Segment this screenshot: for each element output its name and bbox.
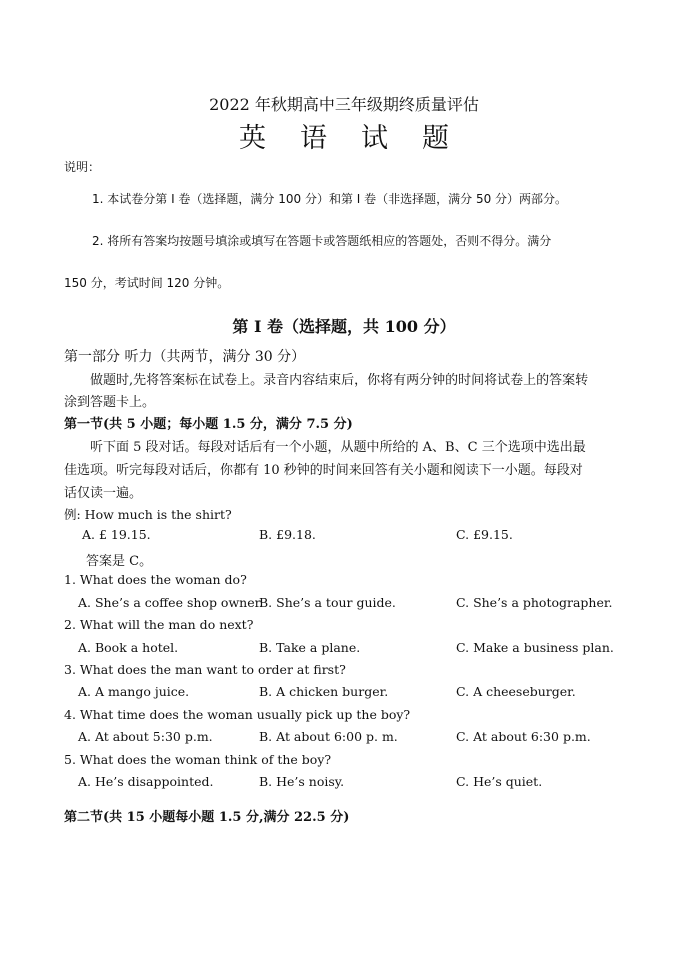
question-3-option-a: A. A mango juice. <box>78 684 190 699</box>
part-1-title: 第一部分 听力（共两节，满分 30 分） <box>64 349 306 365</box>
question-4: 4. What time does the woman usually pick up the boy? <box>64 707 411 722</box>
question-1-option-b: B. She’s a tour guide. <box>259 595 396 610</box>
question-3: 3. What does the man want to order at first? <box>64 662 346 677</box>
instructions-item-2-line-2: 150 分，考试时间 120 分钟。 <box>64 276 230 290</box>
question-1-option-a: A. She’s a coffee shop owner. <box>78 595 264 610</box>
part-1-intro-line-2: 涂到答题卡上。 <box>64 395 156 410</box>
section-1-directions-line-1: 听下面 5 段对话。每段对话后有一个小题，从题中所给的 A、B、C 三个选项中选出最 <box>90 440 586 455</box>
question-5-option-c: C. He’s quiet. <box>456 774 543 789</box>
example-option-a: A. £ 19.15. <box>82 527 151 542</box>
question-2-option-a: A. Book a hotel. <box>78 640 179 655</box>
question-2-option-c: C. Make a business plan. <box>456 640 614 655</box>
example-question: 例: How much is the shirt? <box>64 507 232 522</box>
question-3-option-b: B. A chicken burger. <box>259 684 389 699</box>
instructions-label: 说明： <box>64 160 101 174</box>
instructions-item-2-line-1: 2. 将所有答案均按题号填涂或填写在答题卡或答题纸相应的答题处，否则不得分。满分 <box>92 234 552 248</box>
part-1-intro-line-1: 做题时,先将答案标在试卷上。录音内容结束后，你将有两分钟的时间将试卷上的答案转 <box>90 373 589 388</box>
section-1-title: 第一节(共 5 小题；每小题 1.5 分，满分 7.5 分) <box>64 417 353 432</box>
question-2: 2. What will the man do next? <box>64 617 254 632</box>
section-1-directions-line-3: 话仅读一遍。 <box>64 486 143 501</box>
volume-1-title: 第 I 卷（选择题，共 100 分） <box>232 317 456 336</box>
instructions-item-1: 1. 本试卷分第 I 卷（选择题，满分 100 分）和第 I 卷（非选择题，满分 50 分）两部分。 <box>92 192 568 206</box>
question-5-option-a: A. He’s disappointed. <box>78 774 214 789</box>
subject-title: 英语试题 <box>239 123 483 154</box>
example-option-b: B. £9.18. <box>259 527 316 542</box>
question-1-option-c: C. She’s a photographer. <box>456 595 613 610</box>
section-1-directions-line-2: 佳选项。听完每段对话后，你都有 10 秒钟的时间来回答有关小题和阅读下一小题。每段对 <box>64 463 583 478</box>
question-4-option-b: B. At about 6:00 p. m. <box>259 729 398 744</box>
example-answer: 答案是 C。 <box>86 554 153 569</box>
question-3-option-c: C. A cheeseburger. <box>456 684 576 699</box>
question-4-option-c: C. At about 6:30 p.m. <box>456 729 591 744</box>
section-2-title: 第二节(共 15 小题每小题 1.5 分,满分 22.5 分) <box>64 810 350 825</box>
question-4-option-a: A. At about 5:30 p.m. <box>78 729 213 744</box>
example-option-c: C. £9.15. <box>456 527 513 542</box>
question-5: 5. What does the woman think of the boy? <box>64 752 332 767</box>
question-5-option-b: B. He’s noisy. <box>259 774 345 789</box>
question-1: 1. What does the woman do? <box>64 572 247 587</box>
question-2-option-b: B. Take a plane. <box>259 640 361 655</box>
exam-title: 2022 年秋期高中三年级期终质量评估 <box>209 95 479 114</box>
